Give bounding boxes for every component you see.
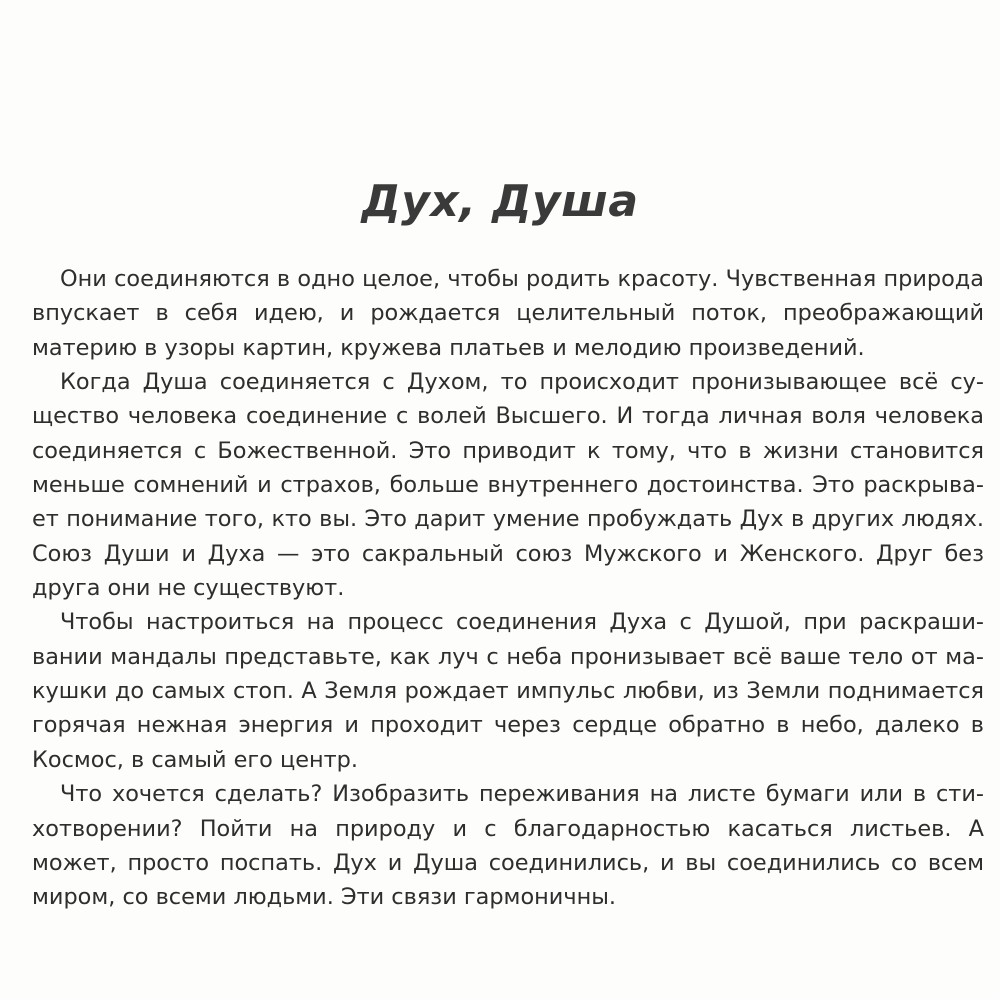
body-text (32, 262, 984, 915)
paragraph-3: Чтобы настроиться на процесс соединения Духа с Душой, при раскрашивании мандалы представьте, как луч с неба пронизывает всё ваше тело от макушки до самых стоп. А Земля рождает импульс любви, из Земли поднимается горячая нежная энергия и проходит через сердце обратно в небо, далеко в Космос, в самый его центр. (32, 609, 984, 773)
paragraph-1: Они соединяются в одно целое, чтобы родить красоту. Чувственная природа впускает в себя идею, и рождается целительный поток, преображающий материю в узоры картин, кружева платьев и мелодию произведений. (32, 266, 984, 361)
page-title: Дух, Душа (361, 176, 639, 227)
paragraph-2: Когда Душа соединяется с Духом, то происходит пронизывающее всё существо человека соединение с волей Высшего. И тогда личная воля человека соединяется с Божественной. Это приводит к тому, что в жизни становится меньше сомнений и страхов, больше внутреннего достоинства. Это раскрывает понимание того, кто вы. Это дарит умение пробуждать Дух в других людях. Союз Души и Духа — это сакральный союз Мужского и Женского. Друг без друга они не существуют. (32, 369, 984, 602)
paragraph-4: Что хочется сделать? Изобразить переживания на листе бумаги или в стихотворении? Пойти на природу и с благодарностью касаться листьев. А может, просто поспать. Дух и Душа соединились, и вы соединились со всем миром, со всеми людьми. Эти связи гармоничны. (32, 781, 984, 911)
